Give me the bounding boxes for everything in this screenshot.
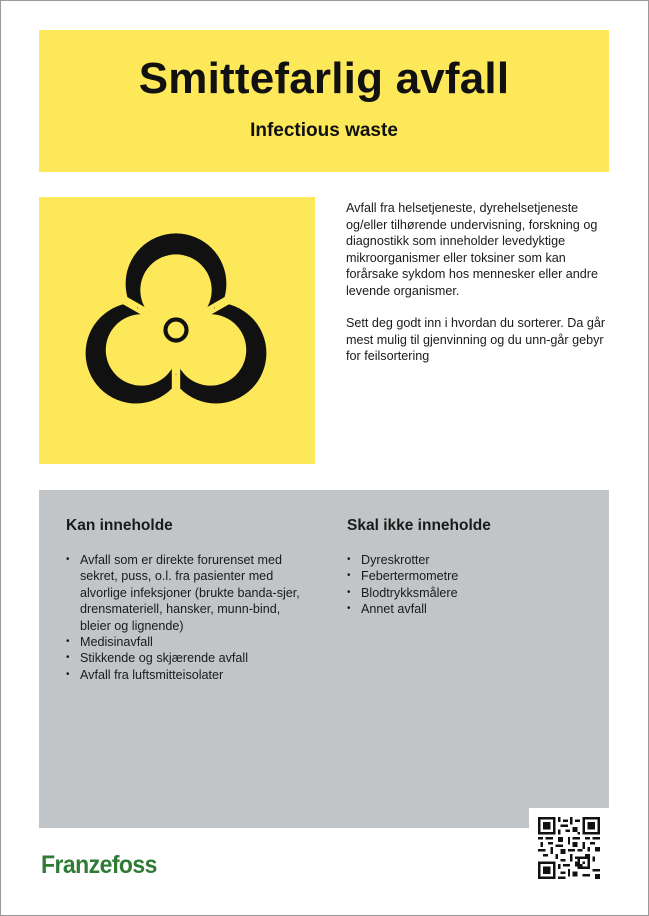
- qr-code[interactable]: [529, 808, 609, 888]
- list-item: • Stikkende og skjærende avfall: [66, 650, 306, 666]
- hazard-symbol-box: [39, 197, 315, 464]
- list-item: • Avfall som er direkte forurenset med sekret, puss, o.l. fra pasienter med alvorlige infeksjoner (brukte banda-sjer, drensmateriell, hansker, munn-bind, bleier og lignende): [66, 552, 306, 634]
- must-not-contain-list: [347, 552, 577, 618]
- description-paragraph: Avfall fra helsetjeneste, dyrehelsetjeneste og/eller tilhørende undervisning, forskning og diagnostikk som inneholder levedyktige mikroorganismer eller toksiner som kan forårsake sykdom hos mennesker eller andre levende organismer.: [346, 201, 598, 298]
- page-subtitle: Infectious waste: [250, 120, 398, 141]
- qr-code-icon: [538, 817, 600, 879]
- description-text: [346, 200, 610, 381]
- list-item: • Blodtrykksmålere: [347, 585, 577, 601]
- biohazard-icon: [71, 225, 281, 435]
- must-not-contain-heading: Skal ikke inneholde: [347, 517, 491, 534]
- brand-logo: Franzefoss: [41, 851, 157, 879]
- header-band: [39, 30, 609, 172]
- page-title: Smittefarlig avfall: [138, 54, 510, 103]
- can-contain-list: [66, 552, 306, 683]
- list-item: • Avfall fra luftsmitteisolater: [66, 667, 306, 683]
- list-item: • Medisinavfall: [66, 634, 306, 650]
- list-item: • Annet avfall: [347, 601, 577, 617]
- contents-panel: [39, 490, 609, 828]
- list-item: • Dyreskrotter: [347, 552, 577, 568]
- can-contain-heading: Kan inneholde: [66, 517, 173, 534]
- list-item: • Febertermometre: [347, 568, 577, 584]
- description-paragraph: Sett deg godt inn i hvordan du sorterer. Da går mest mulig til gjenvinning og du unn-går gebyr for feilsortering: [346, 316, 606, 363]
